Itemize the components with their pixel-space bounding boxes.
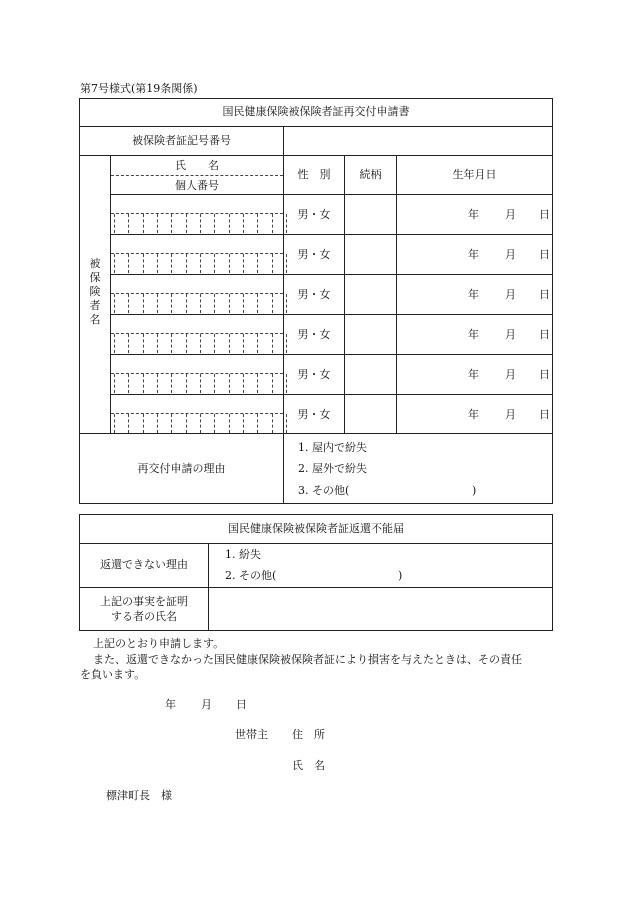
reissue-reason-3[interactable]: 3. その他(: [298, 484, 350, 497]
birth-year-label: 年: [468, 288, 479, 301]
person-name-field[interactable]: [111, 275, 283, 293]
person-name-field[interactable]: [111, 355, 283, 373]
sex-option[interactable]: 男・女: [297, 248, 331, 261]
birth-day-label: 日: [539, 408, 550, 421]
statement-line-3: を負います。: [80, 668, 146, 681]
relation-field[interactable]: [345, 315, 396, 354]
birth-year-label: 年: [468, 208, 479, 221]
birth-day-label: 日: [539, 328, 550, 341]
individual-number-field[interactable]: [114, 374, 286, 393]
birth-month-label: 月: [505, 408, 516, 421]
reissue-reason-label: 再交付申請の理由: [137, 462, 226, 475]
birthdate-header: 生年月日: [452, 168, 497, 181]
non-return-title: 国民健康保険被保険者証返還不能届: [228, 522, 404, 535]
individual-number-field[interactable]: [114, 254, 286, 273]
sign-month: 月: [201, 698, 212, 711]
person-name-field[interactable]: [111, 235, 283, 253]
birth-year-label: 年: [468, 248, 479, 261]
non-return-reason-1[interactable]: 1. 紛失: [225, 548, 261, 561]
individual-number-field[interactable]: [114, 294, 286, 313]
sex-option[interactable]: 男・女: [297, 408, 331, 421]
form-number: 第7号様式(第19条関係): [80, 82, 198, 95]
birth-year-label: 年: [468, 368, 479, 381]
sex-option[interactable]: 男・女: [297, 208, 331, 221]
individual-number-field[interactable]: [114, 214, 286, 233]
certifier-label-line2: する者の氏名: [111, 610, 177, 623]
birth-year-label: 年: [468, 408, 479, 421]
relation-field[interactable]: [345, 195, 396, 234]
non-return-reason-2-close: ): [398, 569, 403, 582]
certifier-name-field[interactable]: [209, 588, 552, 630]
sex-option[interactable]: 男・女: [297, 368, 331, 381]
name-header: 氏 名: [175, 159, 219, 172]
certifier-label-line1: 上記の事実を証明: [100, 595, 188, 608]
relation-field[interactable]: [345, 235, 396, 274]
relation-field[interactable]: [345, 275, 396, 314]
birth-month-label: 月: [505, 328, 516, 341]
insured-person-label: 被 保 険 者 名: [89, 257, 101, 326]
birth-year-label: 年: [468, 328, 479, 341]
birth-month-label: 月: [505, 208, 516, 221]
non-return-reason-2[interactable]: 2. その他(: [225, 569, 277, 582]
reissue-reason-1[interactable]: 1. 屋内で紛失: [298, 441, 367, 454]
sex-option[interactable]: 男・女: [297, 328, 331, 341]
individual-number-field[interactable]: [114, 334, 286, 353]
sign-day: 日: [236, 698, 247, 711]
sex-option[interactable]: 男・女: [297, 288, 331, 301]
birth-month-label: 月: [505, 368, 516, 381]
sex-header: 性 別: [297, 168, 331, 181]
relation-field[interactable]: [345, 395, 396, 434]
address-label: 住 所: [292, 728, 325, 741]
relation-field[interactable]: [345, 355, 396, 394]
reissue-reason-2[interactable]: 2. 屋外で紛失: [298, 462, 367, 475]
card-number-label: 被保険者証記号番号: [132, 134, 231, 147]
name-label: 氏 名: [292, 759, 325, 772]
birth-day-label: 日: [539, 208, 550, 221]
birth-month-label: 月: [505, 248, 516, 261]
birth-day-label: 日: [539, 288, 550, 301]
individual-number-header: 個人番号: [175, 179, 219, 192]
individual-number-field[interactable]: [114, 414, 286, 433]
birth-month-label: 月: [505, 288, 516, 301]
reissue-reason-3-close: ): [472, 484, 477, 497]
person-name-field[interactable]: [111, 315, 283, 333]
card-number-field[interactable]: [284, 127, 552, 155]
householder-label: 世帯主: [235, 728, 268, 741]
sign-year: 年: [165, 698, 176, 711]
birth-day-label: 日: [539, 368, 550, 381]
addressee: 標津町長 様: [106, 789, 172, 802]
non-return-reason-label: 返還できない理由: [100, 558, 188, 571]
person-name-field[interactable]: [111, 395, 283, 413]
statement-line-2: また、返還できなかった国民健康保険被保険者証により損害を与えたときは、その責任: [93, 653, 522, 666]
statement-line-1: 上記のとおり申請します。: [93, 637, 225, 650]
reissue-title: 国民健康保険被保険者証再交付申請書: [222, 105, 410, 118]
relation-header: 続柄: [359, 168, 382, 181]
birth-day-label: 日: [539, 248, 550, 261]
person-name-field[interactable]: [111, 195, 283, 213]
